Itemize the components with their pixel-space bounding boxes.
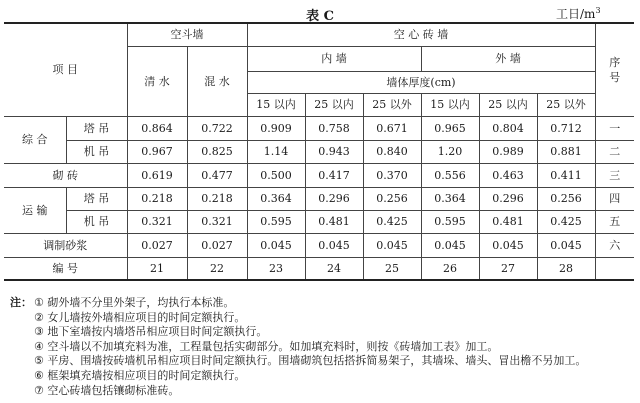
cell: 0.671 [363, 116, 421, 140]
note-text: ④ 空斗墙以不加填充料为准，工程量包括实砌部分。如加填充料时，则按《砖墙加工表》加工。 [34, 339, 499, 353]
note-text: ⑦ 空心砖墙包括镶砌标准砖。 [34, 383, 180, 397]
header-thickness: 墙体厚度(cm) [247, 71, 595, 93]
cell: 27 [479, 257, 537, 280]
cell: 0.364 [421, 187, 479, 210]
header-nei-25in: 25 以内 [305, 93, 363, 116]
cell: 0.364 [247, 187, 305, 210]
cell: 0.463 [479, 163, 537, 187]
cell: 0.804 [479, 116, 537, 140]
row-label: 机 吊 [66, 140, 127, 163]
cell: 0.595 [421, 210, 479, 233]
note-item [10, 296, 635, 311]
seq-cell: 五 [595, 210, 634, 233]
note-text: ③ 地下室墙按内墙塔吊相应项目时间定额执行。 [34, 325, 268, 339]
cell: 0.595 [247, 210, 305, 233]
cell: 0.943 [305, 140, 363, 163]
table-title: 表 C [306, 9, 334, 24]
cell: 0.481 [305, 210, 363, 233]
header-neiqiang: 内 墙 [247, 46, 421, 71]
cell: 24 [305, 257, 363, 280]
table-row [4, 210, 634, 233]
cell: 23 [247, 257, 305, 280]
cell: 0.027 [187, 233, 247, 257]
table-row [4, 187, 634, 210]
cell: 0.045 [305, 233, 363, 257]
row-label: 塔 吊 [66, 187, 127, 210]
header-nei-15: 15 以内 [247, 93, 305, 116]
table-row [4, 257, 634, 280]
cell: 0.417 [305, 163, 363, 187]
cell: 0.425 [363, 210, 421, 233]
cell: 0.500 [247, 163, 305, 187]
notes [10, 296, 635, 398]
row-label: 调制砂浆 [4, 233, 127, 257]
cell: 0.989 [479, 140, 537, 163]
table-row [4, 163, 634, 187]
note-item [10, 354, 635, 369]
seq-cell: 三 [595, 163, 634, 187]
cell: 0.321 [127, 210, 187, 233]
cell: 25 [363, 257, 421, 280]
header-wai-25out: 25 以外 [537, 93, 595, 116]
cell: 0.370 [363, 163, 421, 187]
header-qingshui: 清 水 [127, 46, 187, 116]
note-text: ⑥ 框架填充墙按相应项目的时间定额执行。 [34, 368, 246, 382]
cell: 0.027 [127, 233, 187, 257]
cell: 0.218 [187, 187, 247, 210]
cell: 22 [187, 257, 247, 280]
header-wai-15: 15 以内 [421, 93, 479, 116]
seq-cell: 六 [595, 233, 634, 257]
cell: 0.481 [479, 210, 537, 233]
row-label: 编 号 [4, 257, 127, 280]
cell: 0.758 [305, 116, 363, 140]
header-waiqiang: 外 墙 [421, 46, 595, 71]
header-wai-25in: 25 以内 [479, 93, 537, 116]
cell: 0.825 [187, 140, 247, 163]
cell: 0.881 [537, 140, 595, 163]
cell: 0.411 [537, 163, 595, 187]
cell: 0.477 [187, 163, 247, 187]
quota-table [4, 22, 634, 281]
group-label: 运 输 [4, 187, 66, 233]
cell: 0.619 [127, 163, 187, 187]
cell: 0.840 [363, 140, 421, 163]
table-row [4, 116, 634, 140]
cell: 0.045 [537, 233, 595, 257]
row-label: 塔 吊 [66, 116, 127, 140]
cell: 0.965 [421, 116, 479, 140]
seq-cell: 四 [595, 187, 634, 210]
seq-cell: 二 [595, 140, 634, 163]
cell: 0.967 [127, 140, 187, 163]
cell: 0.256 [537, 187, 595, 210]
seq-cell: 一 [595, 116, 634, 140]
unit-label: 工日$/m^3$ [556, 6, 601, 21]
cell: 0.722 [187, 116, 247, 140]
group-label: 综 合 [4, 116, 66, 163]
note-item [10, 311, 635, 326]
cell: 0.864 [127, 116, 187, 140]
note-text: ② 女儿墙按外墙相应项目的时间定额执行。 [34, 310, 246, 324]
row-label: 砌 砖 [4, 163, 127, 187]
cell: 0.045 [479, 233, 537, 257]
cell: 21 [127, 257, 187, 280]
note-item [10, 384, 635, 399]
cell: 0.321 [187, 210, 247, 233]
header-kongxin: 空 心 砖 墙 [247, 23, 595, 46]
cell: 28 [537, 257, 595, 280]
cell: 26 [421, 257, 479, 280]
cell: 0.045 [247, 233, 305, 257]
cell: 0.256 [363, 187, 421, 210]
notes-label: 注： [10, 296, 32, 309]
header-hunshui: 混 水 [187, 46, 247, 116]
table-row [4, 140, 634, 163]
cell: 0.712 [537, 116, 595, 140]
cell: 0.045 [421, 233, 479, 257]
cell: 0.296 [305, 187, 363, 210]
header-seq: 序号 [595, 23, 634, 116]
cell: 1.20 [421, 140, 479, 163]
cell: 0.909 [247, 116, 305, 140]
header-nei-25out: 25 以外 [363, 93, 421, 116]
table-row [4, 233, 634, 257]
cell: 0.425 [537, 210, 595, 233]
row-label: 机 吊 [66, 210, 127, 233]
note-item [10, 325, 635, 340]
cell: 0.556 [421, 163, 479, 187]
note-text: ① 砌外墙不分里外架子，均执行本标准。 [34, 296, 235, 309]
cell: 1.14 [247, 140, 305, 163]
header-item: 项 目 [4, 23, 127, 116]
note-item [10, 340, 635, 355]
header-kongdou: 空斗墙 [127, 23, 247, 46]
cell: 0.045 [363, 233, 421, 257]
note-item [10, 369, 635, 384]
cell: 0.218 [127, 187, 187, 210]
cell: 0.296 [479, 187, 537, 210]
note-text: ⑤ 平房、围墙按砖墙机吊相应项目时间定额执行。围墙砌筑包括搭拆简易架子，其墙垛、墙头、冒出檐不另加工。 [34, 354, 587, 368]
seq-cell [595, 257, 634, 280]
